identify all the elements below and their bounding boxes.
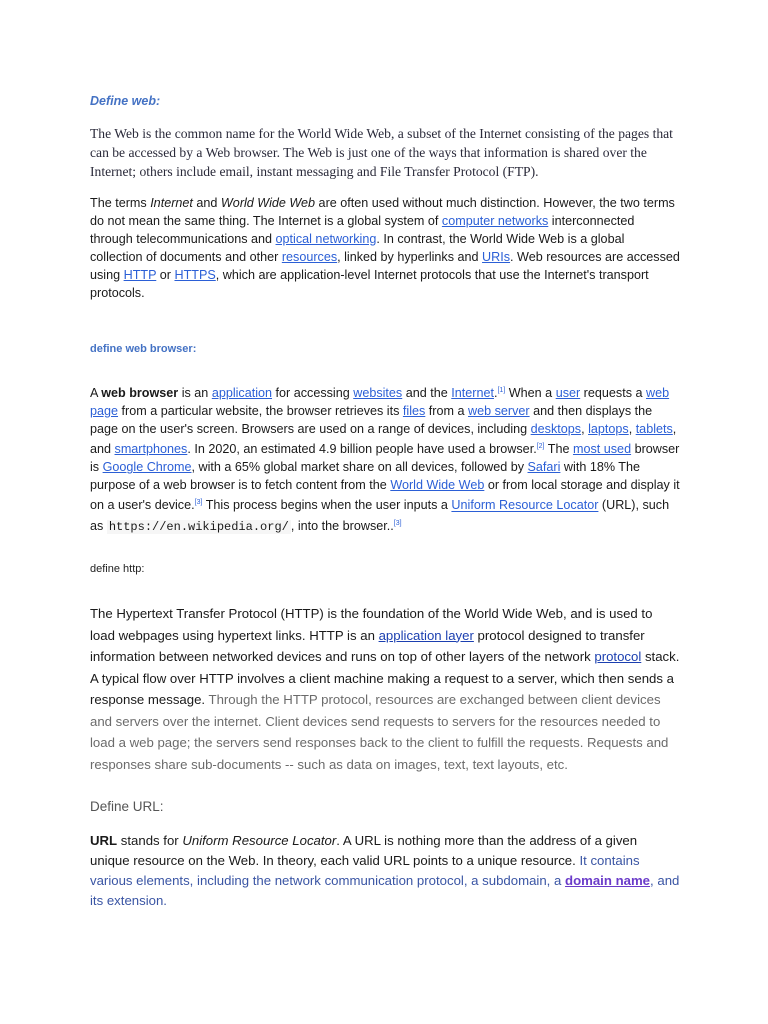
term-internet: Internet <box>150 196 193 210</box>
link-web-page[interactable]: web page <box>90 386 670 419</box>
heading-define-url: Define URL: <box>90 799 164 814</box>
link-optical-networking[interactable]: optical networking <box>275 232 377 246</box>
heading-define-web: Define web: <box>90 94 161 108</box>
link-protocol[interactable]: protocol <box>594 649 642 664</box>
citation-ref-4[interactable]: [3] <box>393 519 402 527</box>
paragraph-web-browser: A web browser is an application for accessing websites and the Internet.[1] When a user requests a web page from a particular website, the browser retrieves its files from a web server and then displays the page on the user's screen. Browsers are used on a range of devices, including desktops, laptops, tablets, and smartphones. In 2020, an estimated 4.9 billion people have used a browser.[2] The most used browser is Google Chrome, with a 65% global market share on all devices, followed by Safari with 18% The purpose of a web browser is to fetch content from the World Wide Web or from local storage and display it on a user's device.[3] This process begins when the user inputs a Uniform Resource Locator (URL), such as https://en.wikipedia.org/ , into the browser..[3] <box>90 386 680 534</box>
term-www: World Wide Web <box>220 196 316 210</box>
term-uniform-resource-locator: Uniform Resource Locator <box>182 833 337 848</box>
example-url-code: https://en.wikipedia.org/ <box>108 519 289 534</box>
link-web-server[interactable]: web server <box>468 404 530 419</box>
heading-define-http: define http: <box>90 563 145 575</box>
link-most-used[interactable]: most used <box>572 442 632 457</box>
link-websites[interactable]: websites <box>353 386 403 401</box>
term-url: URL <box>90 833 118 848</box>
heading-define-web-browser: define web browser: <box>90 343 197 355</box>
link-safari[interactable]: Safari <box>527 460 561 475</box>
citation-ref-1[interactable]: [1] <box>497 387 506 394</box>
link-resources[interactable]: resources <box>281 250 338 264</box>
citation-ref-3[interactable]: [3] <box>194 499 203 507</box>
link-application[interactable]: application <box>211 386 273 401</box>
link-desktops[interactable]: desktops <box>530 422 582 437</box>
link-application-layer[interactable]: application layer <box>378 627 474 643</box>
http-detail-text: Through the HTTP protocol, resources are exchanged between client devices and servers over the internet. Client devices send requests to servers for the resources needed to load a web page; the servers send responses back to the client to fulfill the requests. Requests and responses share sub-documents -- such as data on images, text, text layouts, etc. <box>90 692 669 772</box>
link-https[interactable]: HTTPS <box>174 268 216 282</box>
link-google-chrome[interactable]: Google Chrome <box>102 460 192 475</box>
paragraph-internet-vs-web: The terms Internet and World Wide Web are often used without much distinction. However, the two terms do not mean the same thing. The Internet is a global system of computer networks interconnected through telecommunications and optical networking. In contrast, the World Wide Web is a global collection of documents and other resources, linked by hyperlinks and URIs. Web resources are accessed using HTTP or HTTPS, which are application-level Internet protocols that use the Internet's transport protocols. <box>90 196 680 300</box>
link-world-wide-web[interactable]: World Wide Web <box>390 478 485 493</box>
link-laptops[interactable]: laptops <box>588 422 629 437</box>
paragraph-url: URL stands for Uniform Resource Locator. A URL is nothing more than the address of a given unique resource on the Web. In theory, each valid URL points to a unique resource. It contains various elements, including the network communication protocol, a subdomain, a domain name, and its extension. <box>90 833 680 908</box>
link-user[interactable]: user <box>555 386 581 401</box>
link-computer-networks[interactable]: computer networks <box>441 214 549 228</box>
link-uris[interactable]: URIs <box>482 250 511 264</box>
paragraph-web-definition: The Web is the common name for the World Wide Web, a subset of the Internet consisting of the pages that can be accessed by a Web browser. The Web is just one of the ways that information is shared over the Internet; others include email, instant messaging and File Transfer Protocol (FTP). <box>90 126 673 179</box>
link-http[interactable]: HTTP <box>123 268 157 282</box>
citation-ref-2[interactable]: [2] <box>536 443 545 451</box>
paragraph-http: The Hypertext Transfer Protocol (HTTP) is the foundation of the World Wide Web, and is used to load webpages using hypertext links. HTTP is an application layer protocol designed to transfer information between networked devices and runs on top of other layers of the network protocol stack. A typical flow over HTTP involves a client machine making a request to a server, which then sends a response message. Through the HTTP protocol, resources are exchanged between client devices and servers over the internet. Client devices send requests to servers for the resources needed to load a web page; the servers send responses back to the client to fulfill the requests. Requests and responses share sub-documents -- such as data on images, text, text layouts, etc. <box>90 606 680 772</box>
link-domain-name[interactable]: domain name <box>565 873 651 888</box>
link-tablets[interactable]: tablets <box>635 422 673 437</box>
link-internet[interactable]: Internet <box>451 386 494 401</box>
term-web-browser: web browser <box>101 386 179 401</box>
link-files[interactable]: files <box>402 404 426 419</box>
link-uniform-resource-locator[interactable]: Uniform Resource Locator <box>451 498 599 513</box>
link-smartphones[interactable]: smartphones <box>114 442 188 457</box>
